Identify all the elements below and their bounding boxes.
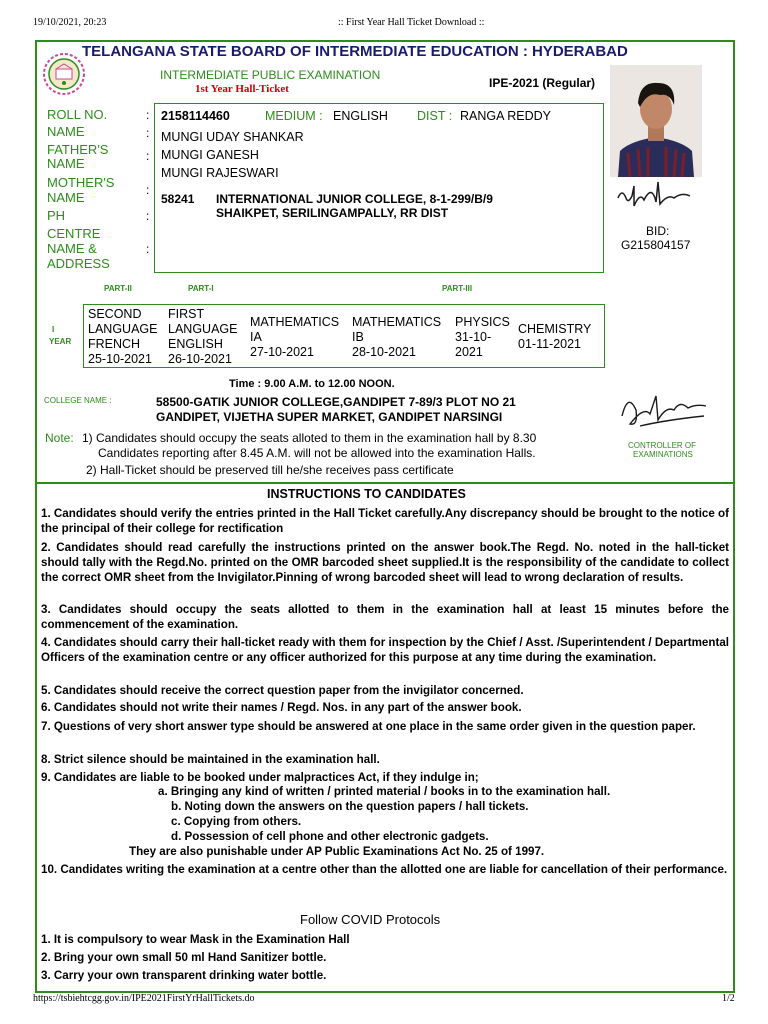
print-page-number: 1/2 [722, 993, 735, 1004]
instruction-sub-item: a. Bringing any kind of written / printed material / books in to the examination hall. [158, 785, 611, 798]
medium-value: ENGLISH [333, 109, 388, 123]
instructions-title: INSTRUCTIONS TO CANDIDATES [267, 487, 466, 501]
controller-signature [616, 386, 712, 436]
board-name: TELANGANA STATE BOARD OF INTERMEDIATE EDUCATION : HYDERABAD [82, 43, 628, 60]
subject-first-language: FIRST LANGUAGE ENGLISH 26-10-2021 [168, 307, 238, 366]
covid-item: 2. Bring your own small 50 ml Hand Sanitizer bottle. [41, 951, 327, 964]
label-centre-3: ADDRESS [47, 256, 110, 271]
note-label: Note: [45, 431, 74, 445]
print-url: https://tsbiehtcgg.gov.in/IPE2021FirstYrHallTickets.do [33, 993, 255, 1004]
centre-address-line1: INTERNATIONAL JUNIOR COLLEGE, 8-1-299/B/9 [216, 192, 493, 206]
covid-item: 1. It is compulsory to wear Mask in the Examination Hall [41, 933, 350, 946]
note-1: 1) Candidates should occupy the seats alloted to them in the examination hall by 8.30 [82, 431, 537, 445]
label-centre-2: NAME & [47, 241, 97, 256]
instruction-item: 9. Candidates are liable to be booked under malpractices Act, if they indulge in; [41, 771, 479, 784]
label-roll-no: ROLL NO. [47, 107, 108, 122]
college-address-line1: 58500-GATIK JUNIOR COLLEGE,GANDIPET 7-89/3 PLOT NO 21 [156, 395, 516, 409]
label-father-2: NAME [47, 156, 85, 171]
print-page-title: :: First Year Hall Ticket Download :: [338, 17, 485, 28]
centre-address-line2: SHAIKPET, SERILINGAMPALLY, RR DIST [216, 206, 449, 220]
year-roman: I [52, 325, 55, 334]
instruction-sub-item: d. Possession of cell phone and other electronic gadgets. [171, 830, 489, 843]
exam-code: IPE-2021 (Regular) [489, 76, 596, 90]
candidate-signature [612, 178, 696, 214]
instructions-divider [37, 482, 733, 484]
instruction-item: 2. Candidates should read carefully the instructions printed on the answer book.The Regd. No. noted in the hall-ticket should tally with the Regd.No. printed on the OMR barcoded sheet supplied.It is the responsibility of the candidate to collect the correct OMR sheet from the Invigilator.Pinning of wrong barcoded sheet will lead to wrong declaration of results. [41, 541, 729, 584]
colon: : [146, 209, 150, 223]
subject-physics: PHYSICS 31-10- 2021 [455, 315, 510, 359]
instruction-item: 5. Candidates should receive the correct question paper from the invigilator concerned. [41, 684, 524, 697]
part-iii-label: PART-III [442, 284, 473, 293]
colon: : [146, 183, 150, 197]
exam-time: Time : 9.00 A.M. to 12.00 NOON. [229, 378, 395, 390]
label-dist: DIST : [417, 109, 453, 123]
label-mother-1: MOTHER'S [47, 175, 115, 190]
instruction-item: 10. Candidates writing the examination at a centre other than the allotted one are liable for cancellation of their performance. [41, 863, 728, 876]
controller-label-1: CONTROLLER OF [628, 441, 697, 450]
college-address-line2: GANDIPET, VIJETHA SUPER MARKET, GANDIPET NARSINGI [156, 410, 503, 424]
subject-second-language: SECOND LANGUAGE FRENCH 25-10-2021 [88, 307, 158, 366]
candidate-name: MUNGI UDAY SHANKAR [161, 130, 304, 144]
covid-item: 3. Carry your own transparent drinking water bottle. [41, 969, 327, 982]
part-ii-label: PART-II [104, 284, 132, 293]
instruction-item: 6. Candidates should not write their names / Regd. Nos. in any part of the answer book. [41, 701, 522, 714]
ticket-type: 1st Year Hall-Ticket [195, 83, 289, 95]
label-name: NAME [47, 124, 85, 139]
bid-label: BID: [646, 224, 670, 238]
bid-value: G215804157 [621, 238, 691, 252]
mother-name: MUNGI RAJESWARI [161, 166, 279, 180]
note-1-continued: Candidates reporting after 8.45 A.M. will not be allowed into the examination Halls. [98, 446, 536, 460]
print-datetime: 19/10/2021, 20:23 [33, 17, 107, 28]
label-college-name: COLLEGE NAME : [44, 396, 112, 405]
punishable-note: They are also punishable under AP Public Examinations Act No. 25 of 1997. [129, 845, 545, 858]
colon: : [146, 126, 150, 140]
colon: : [146, 242, 150, 256]
instruction-item: 8. Strict silence should be maintained in the examination hall. [41, 753, 380, 766]
controller-label-2: EXAMINATIONS [633, 450, 693, 459]
instruction-item: 4. Candidates should carry their hall-ticket ready with them for inspection by the Chief / Asst. /Superintendent / Departmental Officers of the examination centre or any officer authorized for this purpose at any time during the examination. [41, 636, 729, 664]
covid-title: Follow COVID Protocols [300, 912, 441, 927]
father-name: MUNGI GANESH [161, 148, 259, 162]
exam-name: INTERMEDIATE PUBLIC EXAMINATION [160, 68, 381, 82]
label-centre-1: CENTRE [47, 226, 101, 241]
year-word: YEAR [49, 337, 72, 346]
colon: : [146, 149, 150, 163]
centre-code: 58241 [161, 192, 195, 206]
instruction-item: 7. Questions of very short answer type should be answered at one place in the same order given in the question paper. [41, 720, 696, 733]
part-i-label: PART-I [188, 284, 214, 293]
label-medium: MEDIUM : [265, 109, 323, 123]
colon: : [146, 108, 150, 122]
dist-value: RANGA REDDY [460, 109, 551, 123]
subject-mathematics-ib: MATHEMATICS IB 28-10-2021 [352, 315, 442, 359]
instruction-item: 3. Candidates should occupy the seats allotted to them in the examination hall at least 15 minutes before the commencement of the examination. [41, 603, 729, 631]
instruction-sub-item: c. Copying from others. [171, 815, 302, 828]
board-emblem-logo [42, 52, 86, 96]
note-2: 2) Hall-Ticket should be preserved till he/she receives pass certificate [86, 463, 454, 477]
candidate-details-box [154, 103, 604, 273]
instruction-item: 1. Candidates should verify the entries printed in the Hall Ticket carefully.Any discrepancy should be brought to the notice of the principal of their college for rectification [41, 507, 729, 535]
candidate-photo [610, 65, 702, 177]
subject-chemistry: CHEMISTRY 01-11-2021 [518, 322, 592, 351]
subject-mathematics-ia: MATHEMATICS IA 27-10-2021 [250, 315, 340, 359]
instruction-sub-item: b. Noting down the answers on the question papers / hall tickets. [171, 800, 529, 813]
label-father-1: FATHER'S [47, 142, 109, 157]
roll-no-value: 2158114460 [161, 109, 230, 123]
label-ph: PH [47, 208, 66, 223]
label-mother-2: NAME [47, 190, 85, 205]
